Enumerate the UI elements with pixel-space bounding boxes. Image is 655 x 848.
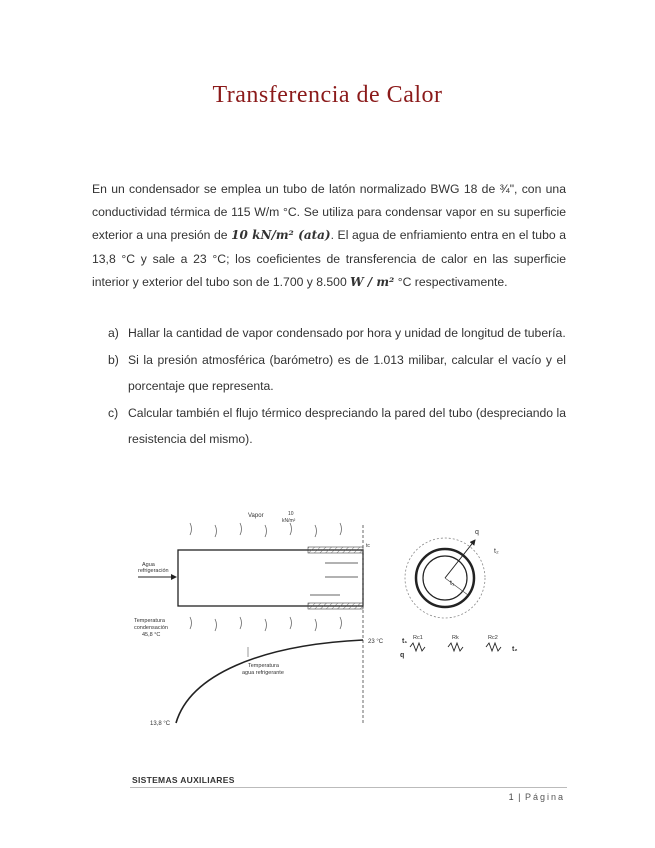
resistance-label: Rc2	[488, 635, 498, 641]
footer-divider	[130, 787, 567, 788]
page-separator: |	[518, 792, 522, 802]
network-t1-label: t₁	[402, 638, 408, 645]
list-marker: c)	[108, 405, 119, 420]
list-item	[108, 347, 566, 400]
vapor-drops-top	[190, 523, 342, 537]
condensate-label-2: condensación	[134, 625, 168, 631]
list-text: Si la presión atmosférica (barómetro) es de 1.013 milibar, calcular el vacío y el porcentaje que representa.	[128, 352, 566, 393]
vapor-pressure-1: 10	[288, 511, 294, 517]
list-text: Hallar la cantidad de vapor condensado por hora y unidad de longitud de tubería.	[128, 326, 566, 340]
resistance-label: Rk	[452, 635, 459, 641]
condenser-diagram	[130, 505, 530, 735]
intro-text-1: En un condensador se emplea un tubo de latón normalizado BWG 18 de ¾", con una conductividad térmica de 115 W/m °C. Se utiliza para condensar vapor en su superficie exterior a una presión de	[92, 182, 566, 243]
list-item	[108, 400, 566, 453]
intro-formula-pressure: 10 kN/m² (ata)	[231, 228, 331, 243]
tube-top-temp: tc	[366, 543, 370, 549]
water-label-1: Agua	[142, 562, 155, 568]
vapor-drops-bottom	[190, 617, 342, 631]
network-q-label: q	[400, 652, 405, 659]
list-text: Calcular también el flujo térmico despreciando la pared del tubo (despreciando la resistencia del mismo).	[128, 405, 566, 446]
circle-q-label: q	[475, 529, 479, 536]
temp-curve-label-1: Temperatura	[248, 663, 279, 669]
page-word: Página	[524, 792, 565, 802]
tube-wall-top	[308, 547, 363, 553]
intro-formula-units: W / m²	[350, 274, 395, 289]
circle-t2-label: t₂	[494, 548, 499, 555]
intro-text-2: . El agua de enfriamiento entra en el tubo a 13,8 °C y sale a 23 °C; los coeficientes de transferencia de calor en las superficie interior y exterior del tubo son de 1.700 y 8.500	[92, 228, 566, 289]
tube-wall-bottom	[308, 603, 363, 609]
resistance-network	[410, 643, 501, 651]
footer-page	[509, 792, 565, 802]
list-marker: b)	[108, 352, 119, 367]
page-title: Transferencia de Calor	[212, 82, 443, 108]
condensate-label-1: Temperatura	[134, 618, 165, 624]
intro-paragraph	[92, 178, 566, 294]
intro-text-3: °C respectivamente.	[394, 274, 508, 289]
condensate-label-3: 45,8 °C	[142, 632, 161, 638]
tube-outline	[178, 550, 363, 606]
temp-curve-label-2: agua refrigerante	[242, 670, 284, 676]
network-t2-label: t₂	[512, 646, 518, 653]
temp-in-label: 13,8 °C	[150, 721, 171, 727]
list-item	[108, 320, 566, 347]
vapor-label: Vapor	[248, 513, 264, 519]
circle-t1-label: t₁	[450, 580, 455, 587]
list-marker: a)	[108, 326, 119, 340]
footer-section-name: SISTEMAS AUXILIARES	[132, 775, 235, 785]
temp-out-label: 23 °C	[368, 639, 384, 645]
resistance-label: Rc1	[413, 635, 423, 641]
question-list	[108, 320, 566, 453]
page-number: 1	[508, 792, 515, 802]
water-temperature-curve	[176, 640, 363, 723]
vapor-pressure-2: kN/m²	[282, 518, 296, 524]
water-label-2: refrigeración	[138, 568, 169, 574]
tube-cross-section	[405, 538, 485, 618]
